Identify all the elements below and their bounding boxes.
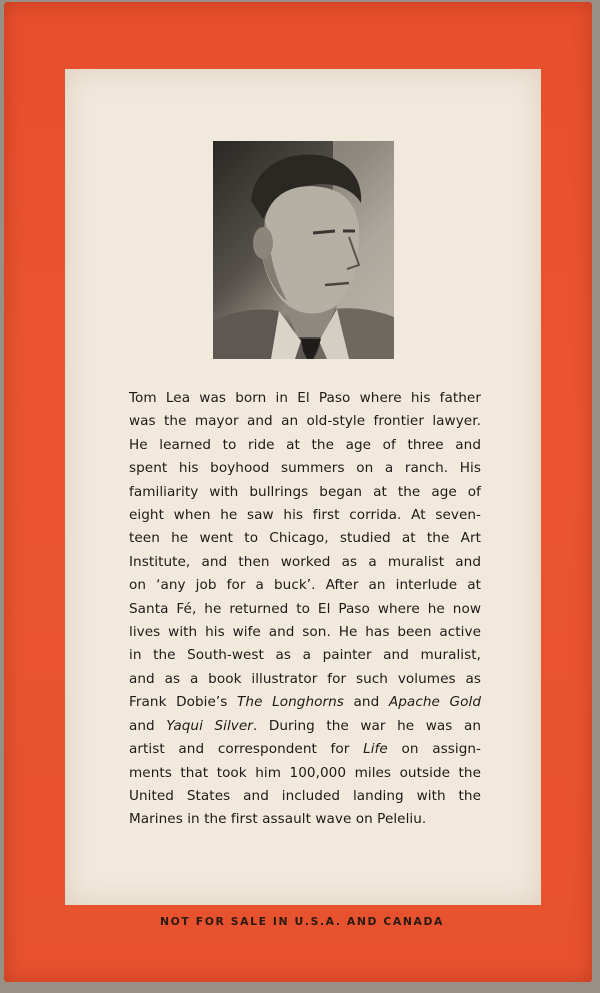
bio-line bbox=[129, 410, 481, 433]
bio-text-run: . During the war he was an bbox=[252, 717, 481, 734]
bio-text-run: He learned to ride at the age of three and bbox=[129, 436, 481, 453]
bio-line bbox=[129, 504, 481, 527]
bio-line bbox=[129, 574, 481, 597]
bio-text-run: Santa Fé, he returned to El Paso where he now bbox=[129, 600, 481, 617]
bio-line bbox=[129, 457, 481, 480]
bio-line bbox=[129, 668, 481, 691]
bio-text-run: United States and included landing with the bbox=[129, 787, 481, 804]
bio-line bbox=[129, 434, 481, 457]
bio-text-run: lives with his wife and son. He has been active bbox=[129, 624, 481, 641]
bio-text-run: and as a book illustrator for such volumes as bbox=[129, 670, 481, 687]
bio-text-run: familiarity with bullrings began at the age of bbox=[129, 483, 481, 500]
bio-text-run: on ‘any job for a buck’. After an interlude at bbox=[129, 577, 481, 594]
book-back-cover bbox=[4, 2, 592, 982]
bio-line bbox=[129, 738, 481, 761]
bio-text-run: ments that took him 100,000 miles outside the bbox=[129, 764, 481, 781]
bio-text-run: and bbox=[129, 717, 167, 734]
bio-line bbox=[129, 621, 481, 644]
sale-restriction-notice: NOT FOR SALE IN U.S.A. AND CANADA bbox=[160, 915, 444, 928]
bio-italic-title: Yaqui Silver bbox=[166, 717, 253, 734]
bio-text-run: Frank Dobie’s bbox=[129, 694, 238, 711]
bio-text-run: was the mayor and an old-style frontier lawyer. bbox=[129, 413, 481, 430]
bio-text-run: teen he went to Chicago, studied at the Art bbox=[129, 530, 481, 547]
bio-line bbox=[129, 551, 481, 574]
bio-text-run: on assign- bbox=[387, 741, 481, 758]
bio-line bbox=[129, 387, 481, 410]
bio-line bbox=[129, 785, 481, 808]
bio-text-run: Marines in the first assault wave on Peleliu. bbox=[129, 811, 427, 828]
author-biography bbox=[129, 387, 481, 832]
bio-italic-title: The Longhorns bbox=[237, 694, 344, 711]
bio-line bbox=[129, 644, 481, 667]
bio-line bbox=[129, 527, 481, 550]
bio-text-run: artist and correspondent for bbox=[129, 741, 364, 758]
bio-text-run: spent his boyhood summers on a ranch. His bbox=[129, 460, 481, 477]
bio-italic-title: Life bbox=[363, 741, 388, 758]
bio-line bbox=[129, 808, 481, 831]
bio-text-run: Institute, and then worked as a muralist and bbox=[129, 553, 481, 570]
bio-line bbox=[129, 598, 481, 621]
bio-italic-title: Apache Gold bbox=[388, 694, 481, 711]
cream-text-panel bbox=[65, 69, 541, 905]
bio-line bbox=[129, 715, 481, 738]
bio-text-run: Tom Lea was born in El Paso where his father bbox=[129, 390, 481, 406]
portrait-photo-icon bbox=[213, 141, 394, 359]
bio-text-run: eight when he saw his first corrida. At seven- bbox=[129, 507, 481, 524]
bio-text-run: and bbox=[343, 694, 389, 711]
bio-line bbox=[129, 762, 481, 785]
bio-text-run: in the South-west as a painter and muralist, bbox=[129, 647, 481, 664]
bio-line bbox=[129, 481, 481, 504]
bio-line bbox=[129, 691, 481, 714]
portrait-silhouette bbox=[213, 141, 394, 359]
